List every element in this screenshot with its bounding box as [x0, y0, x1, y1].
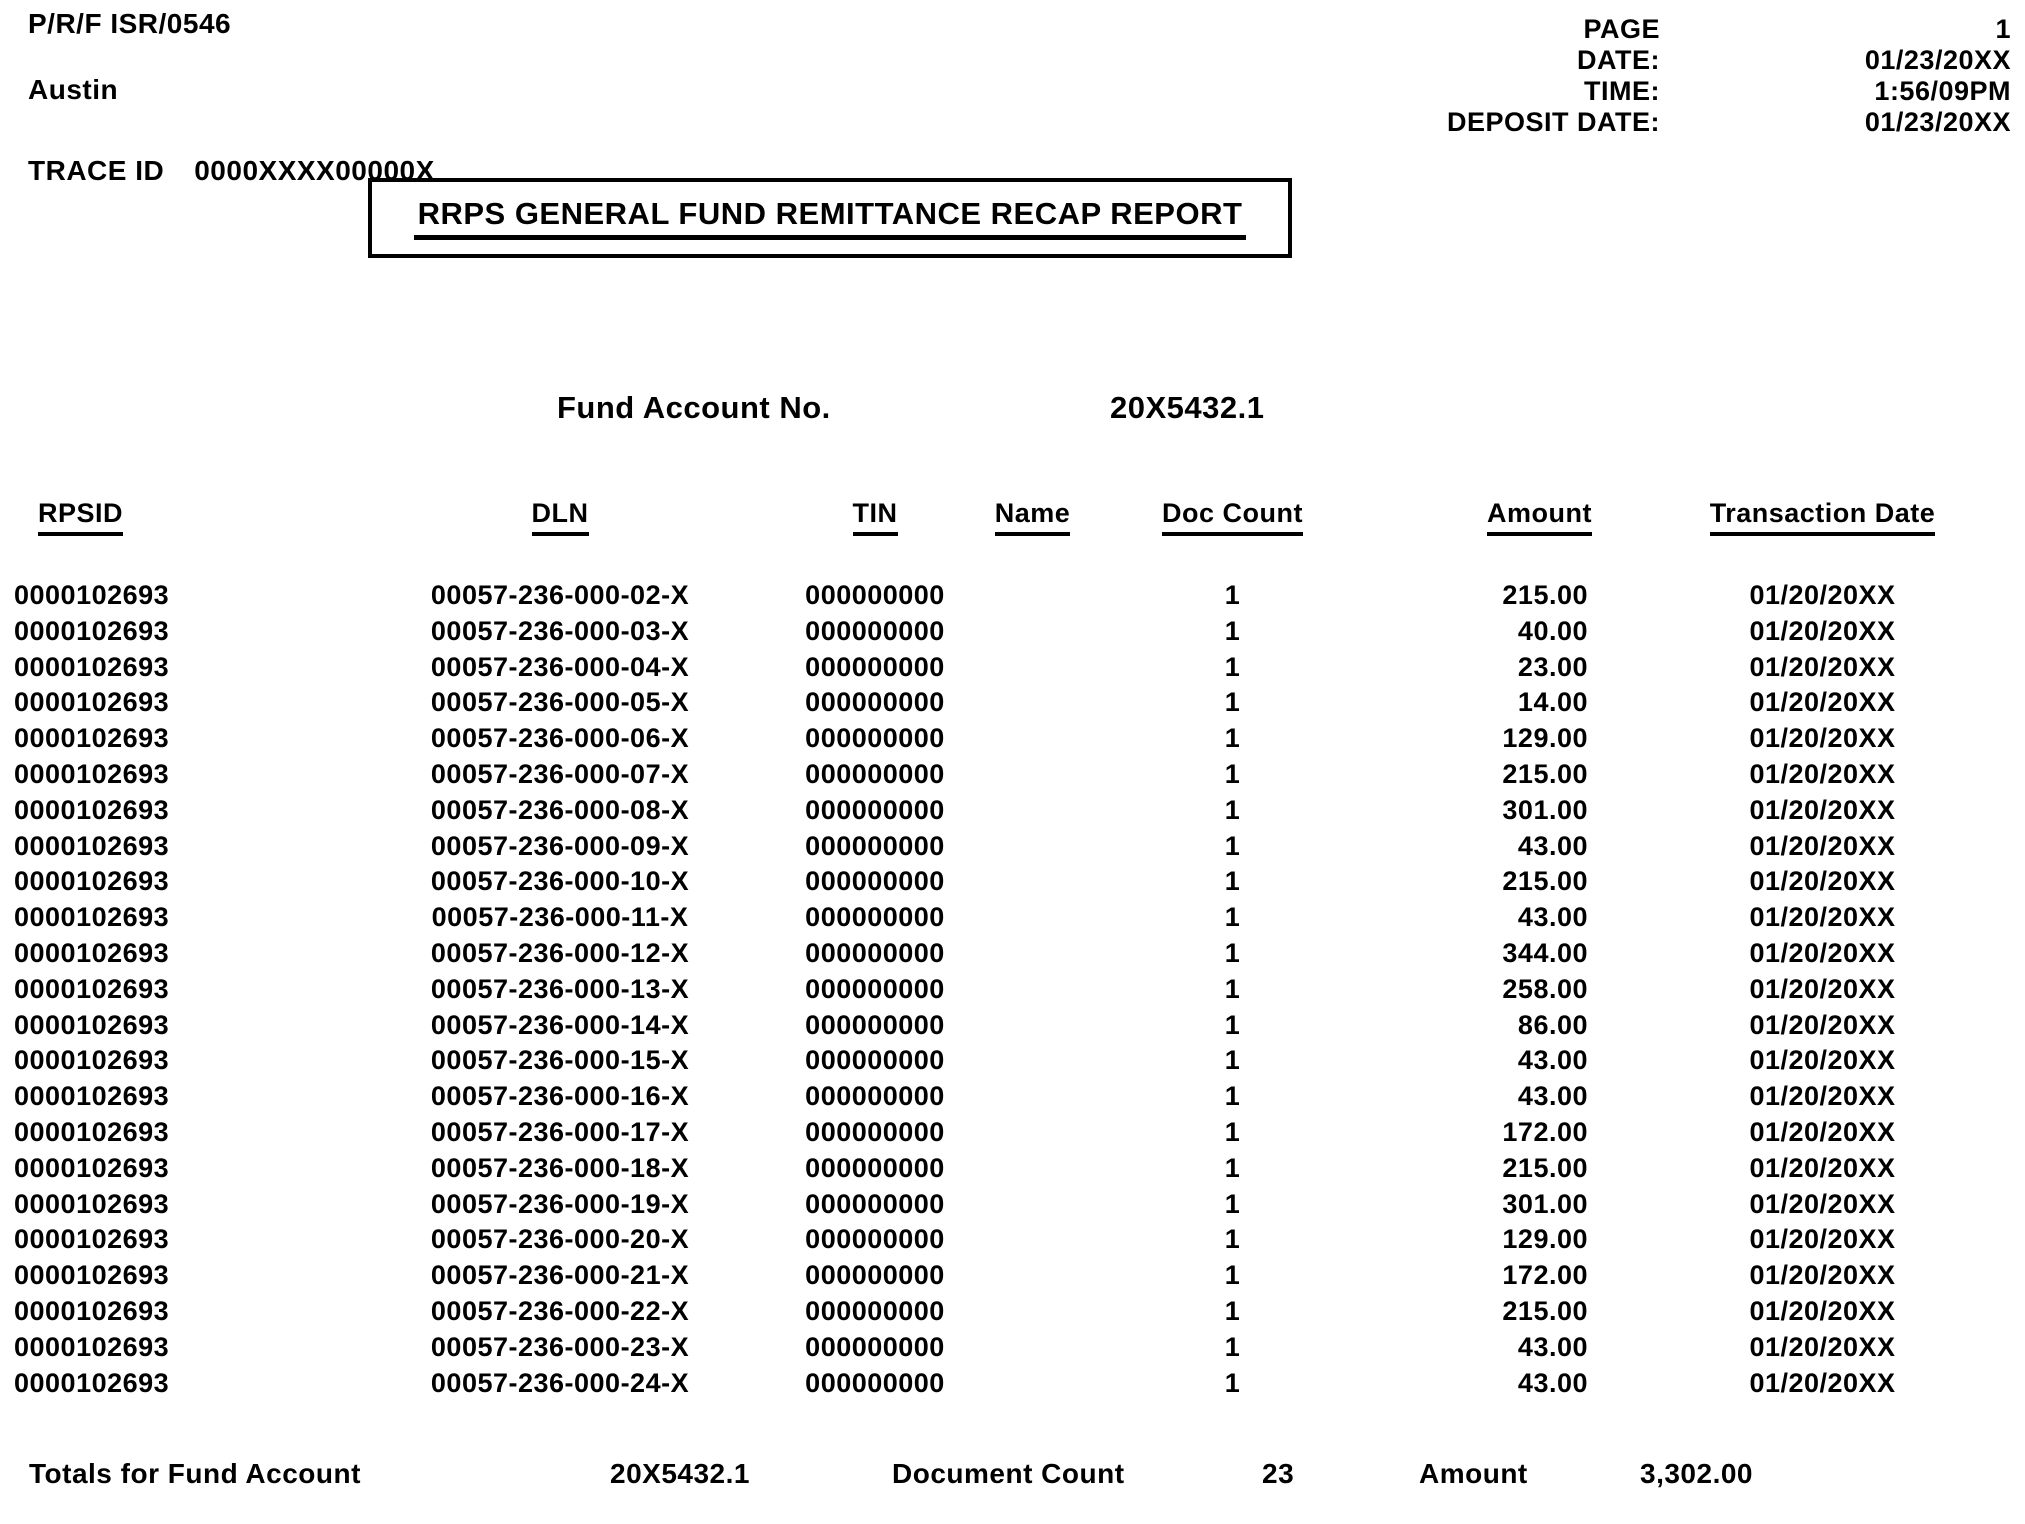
cell-amount: 215.00	[1502, 580, 1588, 610]
cell-dln: 00057-236-000-24-X	[430, 1367, 690, 1398]
cell-doc-count: 1	[1224, 758, 1241, 789]
cell-rpsid: 0000102693	[14, 1260, 170, 1291]
page-value: 1	[1995, 14, 2011, 44]
date-value: 01/23/20XX	[1864, 45, 2011, 75]
cell-tin: 000000000	[805, 1295, 945, 1326]
page-meta	[1078, 14, 2011, 138]
cell-amount: 86.00	[1517, 1009, 1588, 1040]
table-row	[0, 685, 2025, 721]
cell-transaction-date: 01/20/20XX	[1749, 1152, 1896, 1183]
cell-rpsid: 0000102693	[14, 830, 170, 861]
cell-name	[960, 1008, 1105, 1044]
cell-transaction-date: 01/20/20XX	[1749, 1009, 1896, 1040]
cell-doc-count: 1	[1224, 830, 1241, 861]
column-header-rpsid	[0, 498, 330, 536]
cell-tin: 000000000	[805, 1081, 945, 1112]
cell-transaction-date: 01/20/20XX	[1749, 1081, 1896, 1112]
table-row	[0, 1294, 2025, 1330]
cell-tin: 000000000	[805, 580, 945, 610]
table-header-row	[0, 498, 2025, 536]
table-body	[0, 578, 2025, 1401]
cell-transaction-date: 01/20/20XX	[1749, 615, 1896, 646]
cell-amount: 40.00	[1517, 615, 1588, 646]
cell-rpsid: 0000102693	[14, 973, 170, 1004]
cell-tin: 000000000	[805, 937, 945, 968]
cell-doc-count: 1	[1224, 794, 1241, 825]
cell-amount: 14.00	[1517, 687, 1588, 718]
cell-amount: 215.00	[1502, 866, 1588, 897]
table-row	[0, 1008, 2025, 1044]
cell-dln: 00057-236-000-09-X	[430, 830, 690, 861]
cell-doc-count: 1	[1224, 973, 1241, 1004]
cell-rpsid: 0000102693	[14, 1045, 170, 1076]
cell-name	[960, 614, 1105, 650]
cell-transaction-date: 01/20/20XX	[1749, 1224, 1896, 1255]
cell-dln: 00057-236-000-22-X	[430, 1295, 690, 1326]
cell-transaction-date: 01/20/20XX	[1749, 1116, 1896, 1147]
cell-transaction-date: 01/20/20XX	[1749, 1331, 1896, 1362]
cell-dln: 00057-236-000-10-X	[430, 866, 690, 897]
cell-tin: 000000000	[805, 687, 945, 718]
cell-name	[960, 1187, 1105, 1223]
cell-amount: 43.00	[1517, 1081, 1588, 1112]
column-header-label: DLN	[532, 498, 589, 536]
cell-rpsid: 0000102693	[14, 1331, 170, 1362]
cell-transaction-date: 01/20/20XX	[1749, 1188, 1896, 1219]
cell-doc-count: 1	[1224, 723, 1241, 754]
cell-name	[960, 685, 1105, 721]
column-header-label: RPSID	[38, 498, 123, 536]
time-value: 1:56/09PM	[1874, 76, 2011, 106]
cell-amount: 43.00	[1517, 1045, 1588, 1076]
cell-tin: 000000000	[805, 1224, 945, 1255]
cell-dln: 00057-236-000-05-X	[430, 687, 690, 718]
table-row	[0, 900, 2025, 936]
cell-dln: 00057-236-000-16-X	[430, 1081, 690, 1112]
cell-transaction-date: 01/20/20XX	[1749, 687, 1896, 718]
cell-rpsid: 0000102693	[14, 902, 170, 933]
cell-dln: 00057-236-000-14-X	[430, 1009, 690, 1040]
cell-rpsid: 0000102693	[14, 758, 170, 789]
cell-transaction-date: 01/20/20XX	[1749, 794, 1896, 825]
cell-dln: 00057-236-000-20-X	[430, 1224, 690, 1255]
cell-tin: 000000000	[805, 866, 945, 897]
cell-tin: 000000000	[805, 1188, 945, 1219]
table-row	[0, 829, 2025, 865]
cell-name	[960, 1366, 1105, 1402]
fund-account-label: Fund Account No.	[557, 390, 831, 425]
cell-name	[960, 1330, 1105, 1366]
cell-rpsid: 0000102693	[14, 1116, 170, 1147]
cell-amount: 43.00	[1517, 902, 1588, 933]
cell-tin: 000000000	[805, 1116, 945, 1147]
totals-amount-value: 3,302.00	[1640, 1458, 1753, 1489]
cell-amount: 129.00	[1502, 1224, 1588, 1255]
column-header-label: Amount	[1487, 498, 1592, 536]
column-header-tin	[790, 498, 960, 536]
totals-document-count-label: Document Count	[892, 1458, 1125, 1489]
cell-doc-count: 1	[1224, 651, 1241, 682]
deposit-date-label: DEPOSIT DATE:	[1446, 107, 1660, 137]
cell-amount: 301.00	[1502, 1188, 1588, 1219]
cell-name	[960, 864, 1105, 900]
cell-dln: 00057-236-000-19-X	[430, 1188, 690, 1219]
cell-doc-count: 1	[1224, 1188, 1241, 1219]
table-row	[0, 1258, 2025, 1294]
cell-name	[960, 829, 1105, 865]
cell-tin: 000000000	[805, 1009, 945, 1040]
cell-name	[960, 757, 1105, 793]
time-label: TIME:	[1584, 76, 1660, 106]
cell-rpsid: 0000102693	[14, 687, 170, 718]
cell-name	[960, 936, 1105, 972]
cell-transaction-date: 01/20/20XX	[1749, 723, 1896, 754]
totals-amount-label: Amount	[1419, 1458, 1528, 1489]
table-row	[0, 1366, 2025, 1402]
cell-amount: 43.00	[1517, 1331, 1588, 1362]
report-code: P/R/F ISR/0546	[28, 8, 232, 39]
cell-doc-count: 1	[1224, 1009, 1241, 1040]
cell-name	[960, 1258, 1105, 1294]
cell-dln: 00057-236-000-06-X	[430, 723, 690, 754]
cell-rpsid: 0000102693	[14, 651, 170, 682]
cell-tin: 000000000	[805, 1152, 945, 1183]
cell-rpsid: 0000102693	[14, 580, 170, 610]
cell-rpsid: 0000102693	[14, 723, 170, 754]
totals-document-count-value: 23	[1262, 1458, 1295, 1489]
cell-dln: 00057-236-000-15-X	[430, 1045, 690, 1076]
cell-doc-count: 1	[1224, 580, 1241, 610]
column-header-transaction-date	[1600, 498, 2025, 536]
cell-doc-count: 1	[1224, 615, 1241, 646]
cell-amount: 172.00	[1502, 1260, 1588, 1291]
cell-rpsid: 0000102693	[14, 937, 170, 968]
cell-tin: 000000000	[805, 1045, 945, 1076]
cell-transaction-date: 01/20/20XX	[1749, 937, 1896, 968]
table-row	[0, 1222, 2025, 1258]
cell-transaction-date: 01/20/20XX	[1749, 758, 1896, 789]
cell-rpsid: 0000102693	[14, 1188, 170, 1219]
cell-rpsid: 0000102693	[14, 1009, 170, 1040]
cell-tin: 000000000	[805, 651, 945, 682]
cell-tin: 000000000	[805, 902, 945, 933]
cell-name	[960, 972, 1105, 1008]
cell-name	[960, 900, 1105, 936]
cell-dln: 00057-236-000-11-X	[431, 902, 689, 933]
cell-amount: 129.00	[1502, 723, 1588, 754]
cell-dln: 00057-236-000-02-X	[430, 580, 690, 610]
cell-amount: 258.00	[1502, 973, 1588, 1004]
cell-amount: 172.00	[1502, 1116, 1588, 1147]
cell-transaction-date: 01/20/20XX	[1749, 830, 1896, 861]
cell-rpsid: 0000102693	[14, 1295, 170, 1326]
cell-amount: 215.00	[1502, 1152, 1588, 1183]
table-row	[0, 1043, 2025, 1079]
cell-rpsid: 0000102693	[14, 794, 170, 825]
cell-tin: 000000000	[805, 758, 945, 789]
table-row	[0, 721, 2025, 757]
cell-name	[960, 793, 1105, 829]
table-row	[0, 1330, 2025, 1366]
cell-doc-count: 1	[1224, 1367, 1241, 1398]
cell-name	[960, 1294, 1105, 1330]
cell-dln: 00057-236-000-07-X	[430, 758, 690, 789]
totals-row	[0, 1458, 2025, 1500]
cell-tin: 000000000	[805, 615, 945, 646]
cell-transaction-date: 01/20/20XX	[1749, 1295, 1896, 1326]
cell-amount: 215.00	[1502, 758, 1588, 789]
table-row	[0, 864, 2025, 900]
table-row	[0, 757, 2025, 793]
site-name: Austin	[28, 74, 119, 105]
table-row	[0, 578, 2025, 614]
cell-amount: 23.00	[1517, 651, 1588, 682]
cell-doc-count: 1	[1224, 902, 1241, 933]
cell-transaction-date: 01/20/20XX	[1749, 973, 1896, 1004]
cell-doc-count: 1	[1224, 866, 1241, 897]
cell-name	[960, 1115, 1105, 1151]
cell-name	[960, 1079, 1105, 1115]
table-row	[0, 793, 2025, 829]
cell-transaction-date: 01/20/20XX	[1749, 651, 1896, 682]
table-row	[0, 936, 2025, 972]
cell-rpsid: 0000102693	[14, 866, 170, 897]
cell-name	[960, 1151, 1105, 1187]
column-header-label: Name	[995, 498, 1071, 536]
cell-doc-count: 1	[1224, 1260, 1241, 1291]
totals-label: Totals for Fund Account	[29, 1458, 361, 1489]
cell-tin: 000000000	[805, 723, 945, 754]
column-header-label: Doc Count	[1162, 498, 1303, 536]
table-row	[0, 1187, 2025, 1223]
table-row	[0, 1115, 2025, 1151]
cell-dln: 00057-236-000-08-X	[430, 794, 690, 825]
cell-name	[960, 650, 1105, 686]
cell-transaction-date: 01/20/20XX	[1749, 1260, 1896, 1291]
column-header-dln	[330, 498, 790, 536]
page-label: PAGE	[1583, 14, 1660, 44]
cell-amount: 215.00	[1502, 1295, 1588, 1326]
column-header-doc-count	[1105, 498, 1360, 536]
column-header-name	[960, 498, 1105, 536]
cell-dln: 00057-236-000-12-X	[430, 937, 690, 968]
cell-doc-count: 1	[1224, 1045, 1241, 1076]
cell-dln: 00057-236-000-23-X	[430, 1331, 690, 1362]
cell-rpsid: 0000102693	[14, 1081, 170, 1112]
cell-dln: 00057-236-000-21-X	[430, 1260, 690, 1291]
cell-name	[960, 721, 1105, 757]
cell-name	[960, 578, 1105, 614]
cell-amount: 43.00	[1517, 830, 1588, 861]
cell-rpsid: 0000102693	[14, 1152, 170, 1183]
column-header-amount	[1360, 498, 1600, 536]
cell-amount: 43.00	[1517, 1367, 1588, 1398]
cell-dln: 00057-236-000-13-X	[430, 973, 690, 1004]
cell-name	[960, 1043, 1105, 1079]
table-row	[0, 1079, 2025, 1115]
cell-name	[960, 1222, 1105, 1258]
cell-dln: 00057-236-000-04-X	[430, 651, 690, 682]
cell-amount: 344.00	[1502, 937, 1588, 968]
report-title: RRPS GENERAL FUND REMITTANCE RECAP REPORT	[414, 196, 1247, 240]
report-title-box	[368, 178, 1292, 258]
cell-doc-count: 1	[1224, 937, 1241, 968]
fund-account-number: 20X5432.1	[1110, 390, 1265, 425]
date-label: DATE:	[1577, 45, 1660, 75]
table-row	[0, 972, 2025, 1008]
table-row	[0, 614, 2025, 650]
table-row	[0, 1151, 2025, 1187]
cell-transaction-date: 01/20/20XX	[1749, 580, 1896, 610]
cell-transaction-date: 01/20/20XX	[1749, 866, 1896, 897]
cell-rpsid: 0000102693	[14, 1367, 170, 1398]
cell-doc-count: 1	[1224, 1116, 1241, 1147]
cell-doc-count: 1	[1224, 1081, 1241, 1112]
cell-doc-count: 1	[1224, 1295, 1241, 1326]
cell-dln: 00057-236-000-03-X	[430, 615, 690, 646]
cell-transaction-date: 01/20/20XX	[1749, 1367, 1896, 1398]
cell-tin: 000000000	[805, 973, 945, 1004]
table-row	[0, 650, 2025, 686]
cell-tin: 000000000	[805, 830, 945, 861]
cell-doc-count: 1	[1224, 1152, 1241, 1183]
cell-doc-count: 1	[1224, 1224, 1241, 1255]
trace-id-label: TRACE ID	[28, 155, 165, 186]
cell-doc-count: 1	[1224, 1331, 1241, 1362]
cell-tin: 000000000	[805, 1331, 945, 1362]
cell-doc-count: 1	[1224, 687, 1241, 718]
cell-dln: 00057-236-000-18-X	[430, 1152, 690, 1183]
cell-rpsid: 0000102693	[14, 1224, 170, 1255]
column-header-label: Transaction Date	[1710, 498, 1936, 536]
trace-id-value: 0000XXXX00000X	[194, 155, 435, 186]
cell-amount: 301.00	[1502, 794, 1588, 825]
cell-dln: 00057-236-000-17-X	[430, 1116, 690, 1147]
column-header-label: TIN	[853, 498, 898, 536]
cell-rpsid: 0000102693	[14, 615, 170, 646]
totals-fund-account-number: 20X5432.1	[610, 1458, 750, 1489]
cell-tin: 000000000	[805, 1260, 945, 1291]
cell-transaction-date: 01/20/20XX	[1749, 1045, 1896, 1076]
deposit-date-value: 01/23/20XX	[1864, 107, 2011, 137]
cell-transaction-date: 01/20/20XX	[1749, 902, 1896, 933]
cell-tin: 000000000	[805, 1367, 945, 1398]
cell-tin: 000000000	[805, 794, 945, 825]
